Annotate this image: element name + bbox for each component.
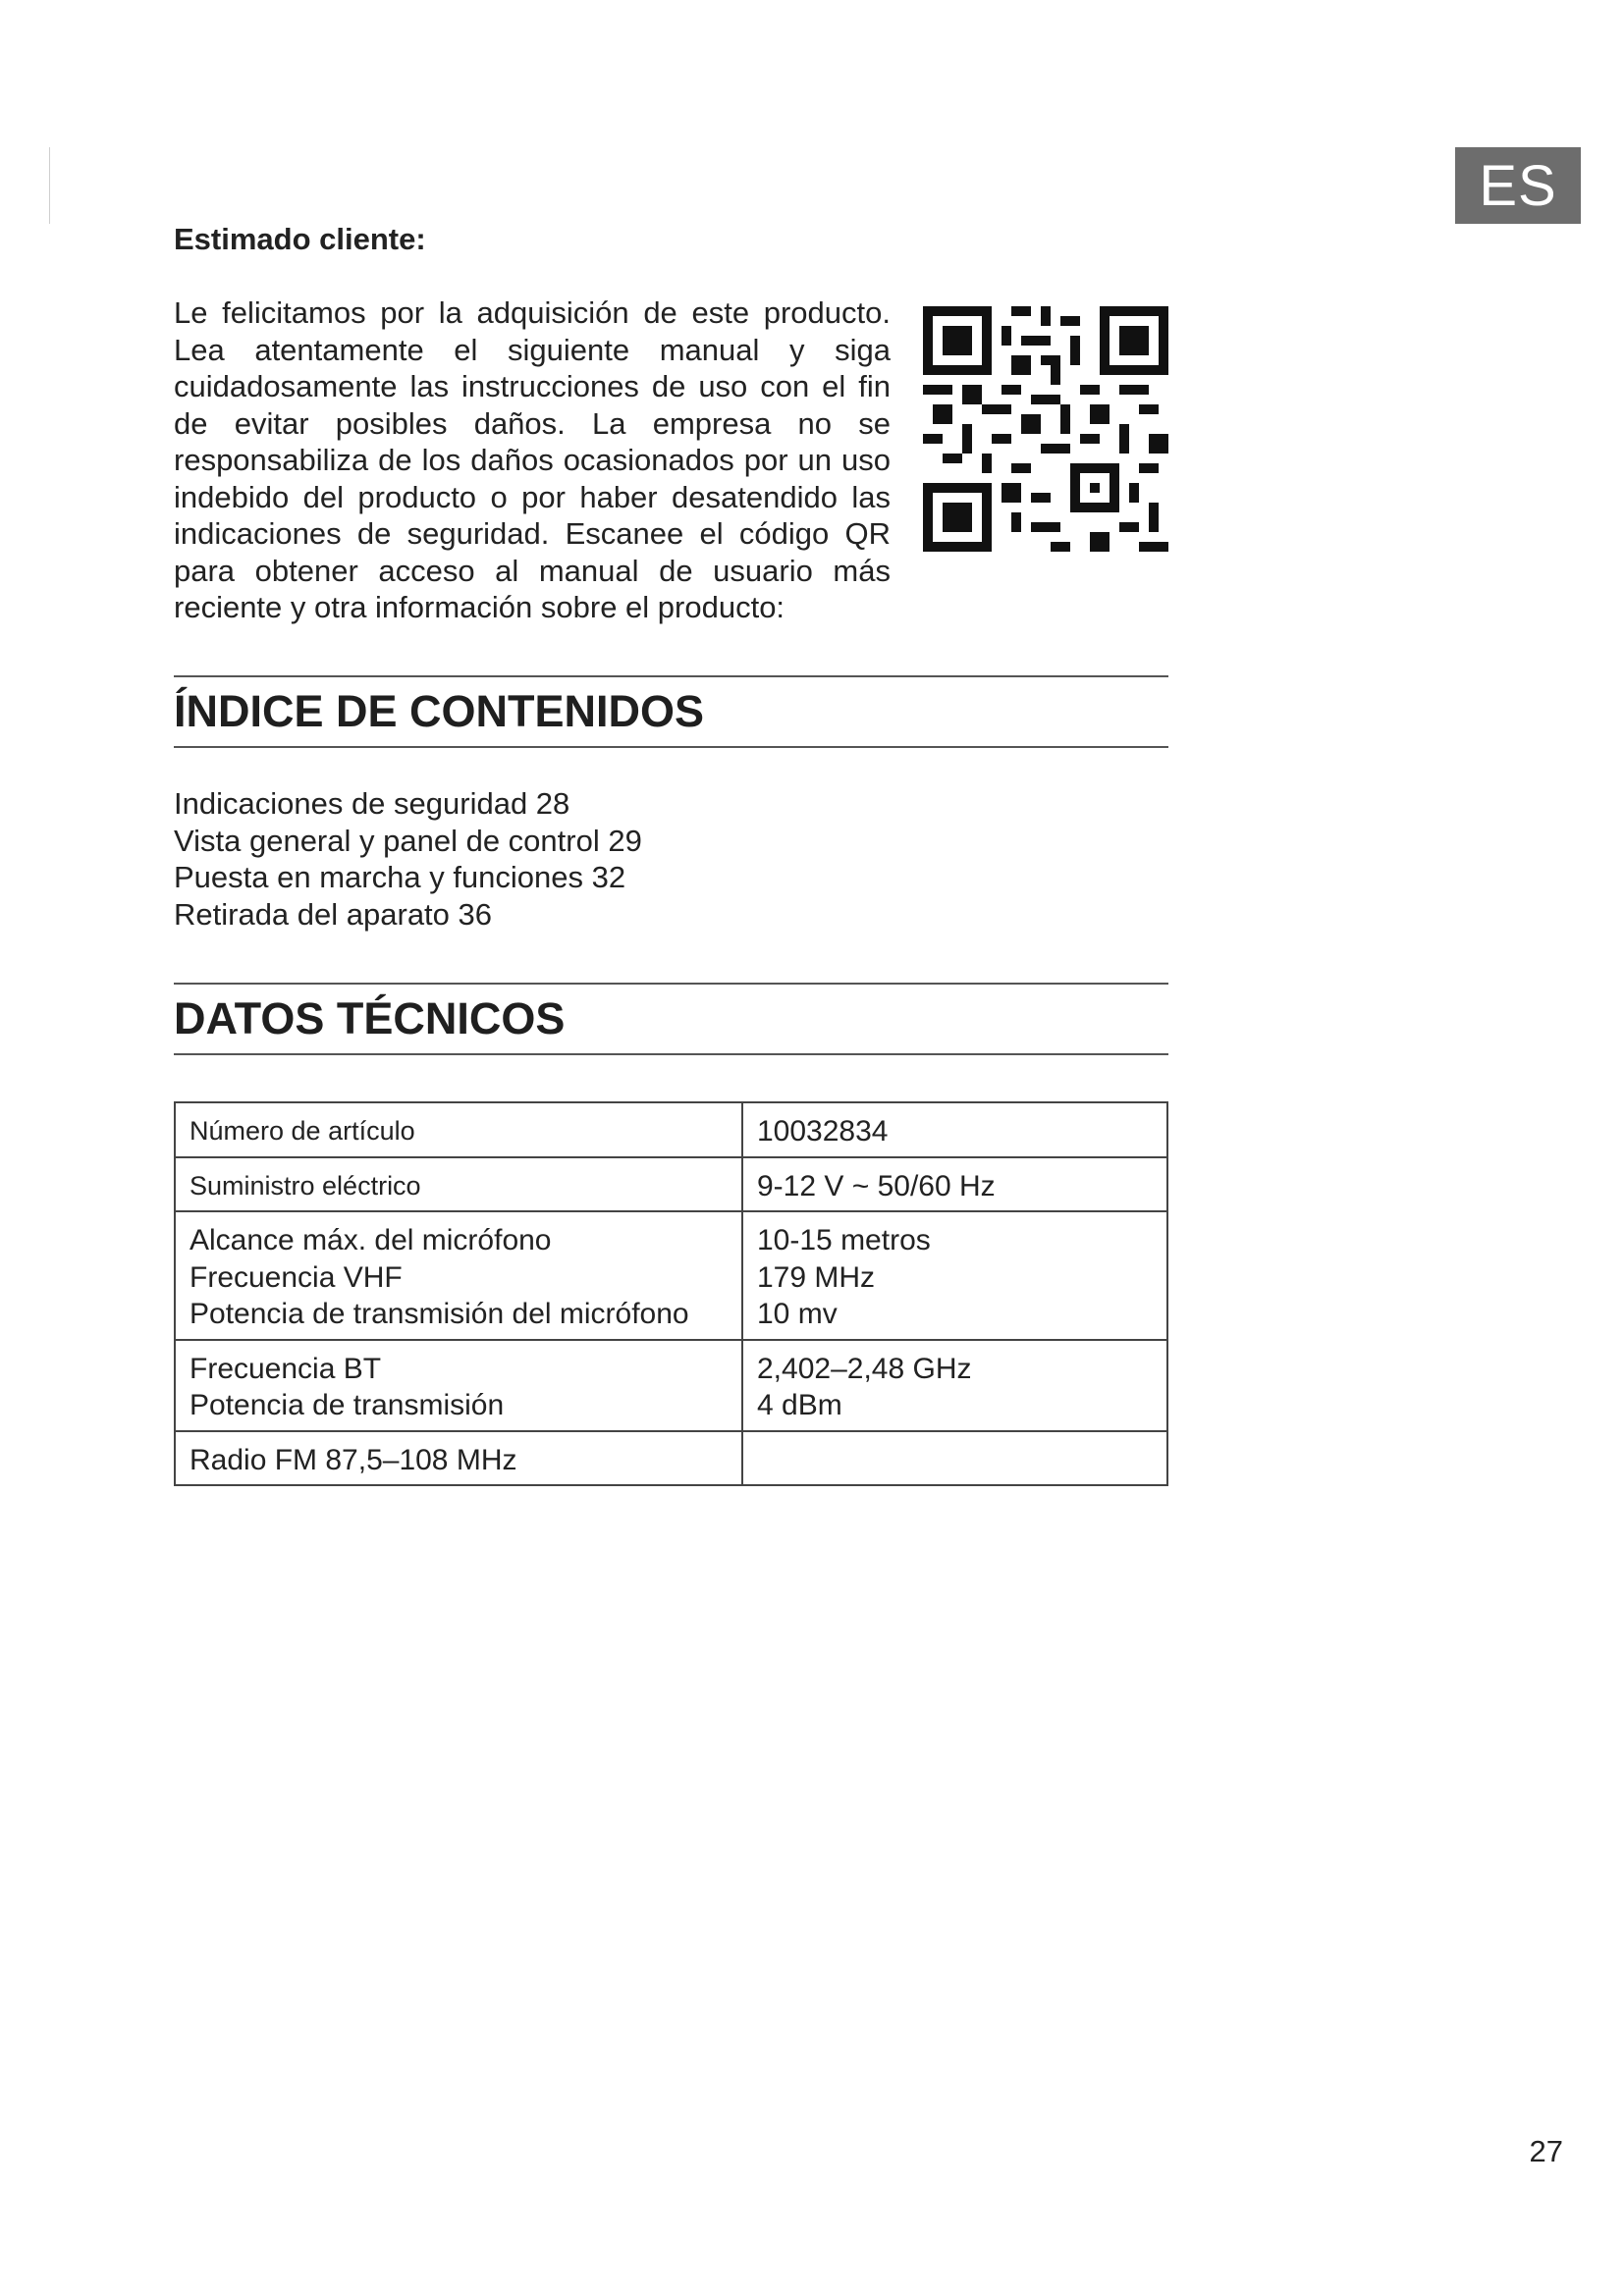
table-row bbox=[175, 1431, 1167, 1486]
table-row bbox=[175, 1157, 1167, 1212]
table-row bbox=[175, 1340, 1167, 1431]
spec-label-text: Número de artículo bbox=[189, 1116, 415, 1146]
toc-list bbox=[174, 785, 642, 933]
qr-code-icon[interactable] bbox=[923, 306, 1168, 552]
spec-label-text: Suministro eléctrico bbox=[189, 1170, 421, 1201]
spec-label-text: Potencia de transmisión bbox=[189, 1389, 505, 1421]
spec-value-text: 9-12 V ~ 50/60 Hz bbox=[757, 1169, 996, 1202]
toc-item[interactable]: Puesta en marcha y funciones 32 bbox=[174, 860, 626, 894]
spec-value bbox=[742, 1340, 1167, 1431]
margin-line bbox=[49, 147, 50, 224]
spec-label bbox=[175, 1340, 742, 1431]
spec-label bbox=[175, 1431, 742, 1486]
intro-paragraph: Le felicitamos por la adquisición de este producto. Lea atentamente el siguiente manual y siga cuidadosamente las instrucciones de uso con el fin de evitar posibles daños. La empresa no se responsabiliza de los daños ocasionados por un uso indebido del producto o por haber desatendido las indicaciones de seguridad. Escanee el código QR para obtener acceso al manual de usuario más reciente y otra información sobre el producto: bbox=[174, 295, 891, 624]
toc-item[interactable]: Vista general y panel de control 29 bbox=[174, 823, 642, 858]
spec-label bbox=[175, 1211, 742, 1340]
tech-data-heading: DATOS TÉCNICOS bbox=[174, 983, 1168, 1055]
spec-value bbox=[742, 1211, 1167, 1340]
spec-label-text: Frecuencia VHF bbox=[189, 1260, 403, 1294]
spec-value-text: 179 MHz bbox=[757, 1260, 876, 1294]
spec-value bbox=[742, 1102, 1167, 1157]
spec-value-text: 10-15 metros bbox=[757, 1224, 931, 1256]
spec-label bbox=[175, 1102, 742, 1157]
tech-data-table bbox=[174, 1101, 1168, 1486]
spec-label-text: Potencia de transmisión del micrófono bbox=[189, 1298, 689, 1330]
toc-heading: ÍNDICE DE CONTENIDOS bbox=[174, 675, 1168, 748]
table-row bbox=[175, 1102, 1167, 1157]
spec-value-text: 4 dBm bbox=[757, 1389, 842, 1421]
greeting: Estimado cliente: bbox=[174, 222, 426, 256]
language-badge: ES bbox=[1455, 147, 1581, 224]
spec-value-empty bbox=[742, 1431, 1167, 1486]
spec-label-text: Radio FM 87,5–108 MHz bbox=[189, 1443, 517, 1476]
spec-label-text: Alcance máx. del micrófono bbox=[189, 1224, 552, 1256]
toc-item[interactable]: Retirada del aparato 36 bbox=[174, 896, 493, 932]
page-number: 27 bbox=[1529, 2134, 1563, 2168]
spec-value bbox=[742, 1157, 1167, 1212]
spec-value-text: 2,402–2,48 GHz bbox=[757, 1352, 972, 1385]
spec-value-text: 10032834 bbox=[757, 1115, 889, 1148]
spec-label bbox=[175, 1157, 742, 1212]
toc-item[interactable]: Indicaciones de seguridad 28 bbox=[174, 786, 570, 821]
spec-label-text: Frecuencia BT bbox=[189, 1352, 382, 1385]
spec-value-text: 10 mv bbox=[757, 1298, 838, 1330]
table-row bbox=[175, 1211, 1167, 1340]
